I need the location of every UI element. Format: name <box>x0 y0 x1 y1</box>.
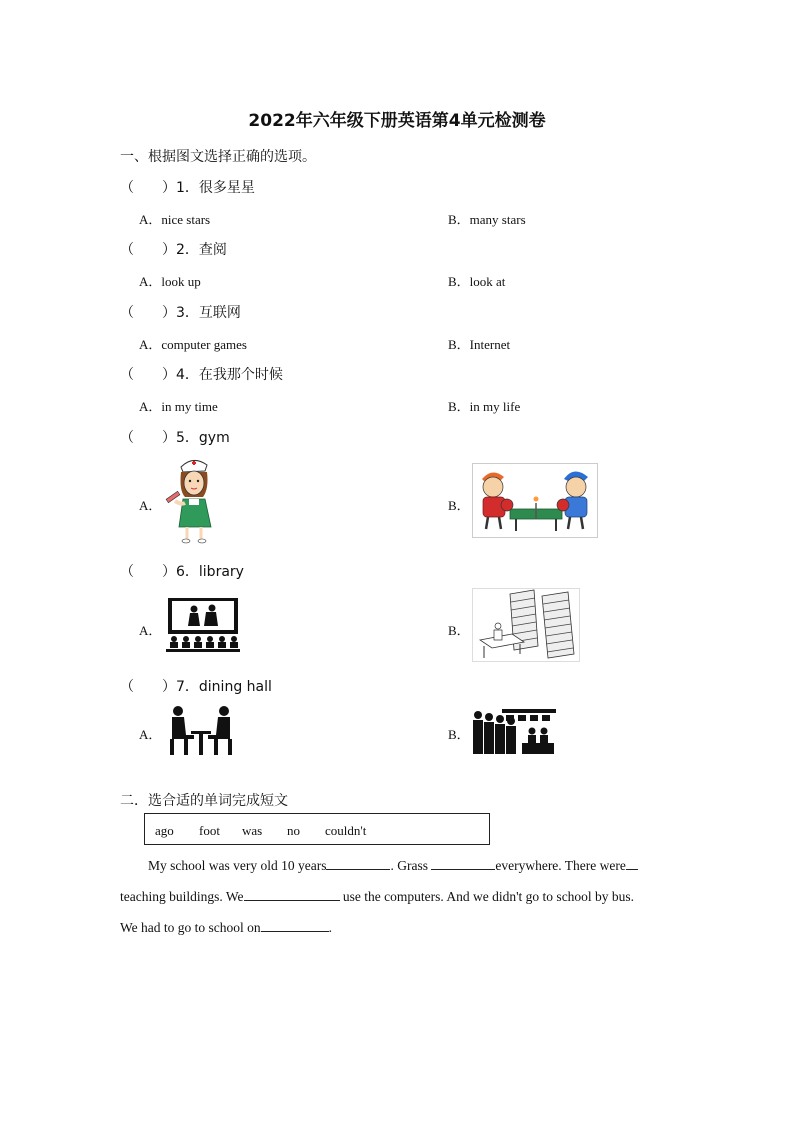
passage-text: We had to go to school on <box>120 920 261 935</box>
meeting-icon <box>164 705 238 757</box>
bookshelves-icon <box>472 588 580 662</box>
q5-option-a: A． <box>139 498 162 513</box>
passage-line-1 <box>148 857 638 874</box>
section2-heading: 二．选合适的单词完成短文 <box>120 793 288 809</box>
q1-paren: （ ） <box>120 180 176 196</box>
q2-option-b: B．look at <box>448 274 506 289</box>
q6-paren: （ ） <box>120 564 176 580</box>
q5-stem-row <box>120 427 230 447</box>
section1-heading: 一、根据图文选择正确的选项。 <box>120 149 316 165</box>
passage-text: teaching buildings. We <box>120 889 244 904</box>
q6-option-b: B． <box>448 623 470 638</box>
q4-option-a: A．in my time <box>139 399 218 414</box>
table-tennis-icon <box>472 463 598 538</box>
q1-stem: 1．很多星星 <box>176 180 255 196</box>
q1-option-a: A．nice stars <box>139 212 211 227</box>
q1-option-b: B．many stars <box>448 212 526 227</box>
q5-stem: 5．gym <box>176 430 230 446</box>
word-bank-item: couldn't <box>325 823 367 838</box>
word-bank-item: ago <box>155 823 174 838</box>
q7-stem: 7．dining hall <box>176 679 272 695</box>
passage-line-2 <box>120 888 634 905</box>
blank-2[interactable] <box>431 857 495 870</box>
q4-option-b: B．in my life <box>448 399 521 414</box>
q6-option-a: A． <box>139 623 162 638</box>
word-bank-item: was <box>242 823 263 838</box>
nurse-icon <box>163 455 223 545</box>
q5-paren: （ ） <box>120 430 176 446</box>
q2-option-a: A．look up <box>139 274 201 289</box>
q2-stem-row <box>120 239 227 259</box>
q4-stem: 4．在我那个时候 <box>176 367 283 383</box>
blank-4[interactable] <box>244 888 340 901</box>
passage-text: My school was very old 10 years <box>148 858 327 873</box>
q3-paren: （ ） <box>120 305 176 321</box>
q4-stem-row <box>120 364 283 384</box>
q2-paren: （ ） <box>120 242 176 258</box>
q4-paren: （ ） <box>120 367 176 383</box>
word-bank-box <box>144 813 490 845</box>
cinema-icon <box>164 596 240 654</box>
q5-option-b: B． <box>448 498 470 513</box>
q2-stem: 2．查阅 <box>176 242 227 258</box>
passage-text: everywhere. There were <box>495 858 626 873</box>
q6-stem-row <box>120 561 244 581</box>
blank-5[interactable] <box>261 919 329 932</box>
q3-stem: 3．互联网 <box>176 305 241 321</box>
q7-option-b: B． <box>448 727 470 742</box>
blank-3[interactable] <box>626 857 638 870</box>
word-bank-item: no <box>287 823 300 838</box>
q7-option-a: A． <box>139 727 162 742</box>
blank-1[interactable] <box>326 857 390 870</box>
passage-text: use the computers. And we didn't go to school by bus. <box>339 889 635 904</box>
q3-option-a: A．computer games <box>139 337 247 352</box>
q7-paren: （ ） <box>120 679 176 695</box>
page-title: 2022年六年级下册英语第4单元检测卷 <box>248 111 546 131</box>
q1-stem-row <box>120 177 255 197</box>
q3-option-b: B．Internet <box>448 337 511 352</box>
q3-stem-row <box>120 302 241 322</box>
passage-text: . Grass <box>390 858 432 873</box>
queue-counter-icon <box>472 705 558 757</box>
q6-stem: 6．library <box>176 564 244 580</box>
passage-text: . <box>328 920 333 935</box>
passage-line-3 <box>120 919 332 936</box>
q7-stem-row <box>120 676 272 696</box>
word-bank-item: foot <box>199 823 220 838</box>
